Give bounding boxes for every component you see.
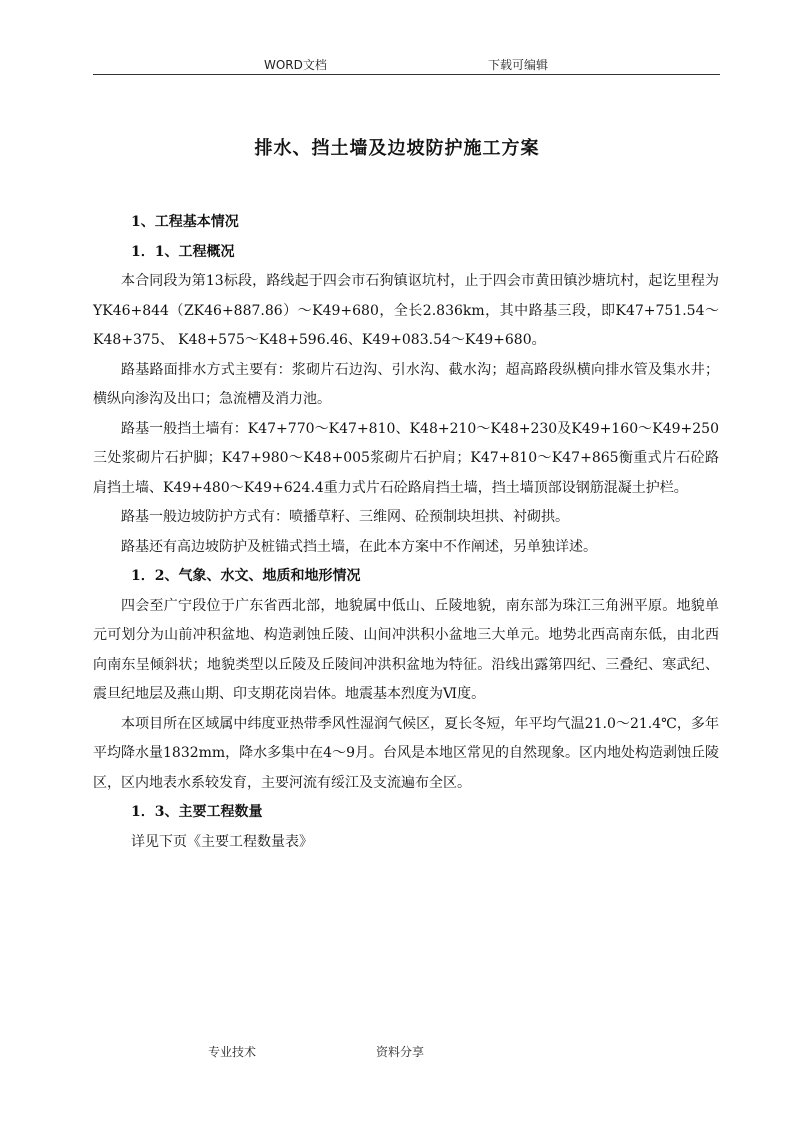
section-heading-1-2: 1．2、气象、水文、地质和地形情况 [131, 568, 361, 584]
document-body [93, 208, 719, 857]
paragraph-retaining-wall: 路基一般挡土墙有：K47+770～K47+810、K48+210～K48+230及K49+160～K49+250三处浆砌片石护脚；K47+980～K48+005浆砌片石护肩；K47+810～K47+865衡重式片石砼路肩挡土墙、K49+480～K49+624.4重力式片石砼路肩挡土墙，挡土墙顶部设钢筋混凝土护栏。 [93, 420, 719, 496]
header-divider [93, 74, 720, 75]
paragraph-overview: 本合同段为第13标段，路线起于四会市石狗镇讴坑村，止于四会市黄田镇沙塘坑村，起讫里程为YK46+844（ZK46+887.86）～K49+680，全长2.836km，其中路基三段，即K47+751.54～K48+375、 K48+575～K48+596.46、K49+083.54～K49+680。 [93, 273, 719, 348]
document-title: 排水、挡土墙及边坡防护施工方案 [254, 138, 540, 159]
paragraph-climate: 本项目所在区域属中纬度亚热带季风性湿润气候区，夏长冬短，年平均气温21.0～21.4℃，多年平均降水量1832mm，降水多集中在4～9月。台风是本地区常见的自然现象。区内地处构造剥蚀丘陵区，区内地表水系较发育，主要河流有绥江及支流遍布全区。 [93, 715, 719, 791]
section-heading-1-3: 1．3、主要工程数量 [131, 804, 263, 820]
paragraph-drainage: 路基路面排水方式主要有：浆砌片石边沟、引水沟、截水沟；超高路段纵横向排水管及集水井；横纵向渗沟及出口；急流槽及消力池。 [93, 361, 719, 407]
footer-left-text: 专业技术 [208, 1045, 257, 1059]
header-left-text: WORD文档 [264, 58, 327, 72]
paragraph-quantity-reference: 详见下页《主要工程数量表》 [131, 833, 313, 850]
section-heading-1-1: 1．1、工程概况 [131, 243, 235, 260]
header-right-text: 下载可编辑 [488, 58, 549, 72]
paragraph-geography: 四会至广宁段位于广东省西北部，地貌属中低山、丘陵地貌，南东部为珠江三角洲平原。地貌单元可划分为山前冲积盆地、构造剥蚀丘陵、山间冲洪积小盆地三大单元。地势北西高南东低，由北西向南东呈倾斜状；地貌类型以丘陵及丘陵间冲洪积盆地为特征。沿线出露第四纪、三叠纪、寒武纪、震旦纪地层及燕山期、印支期花岗岩体。地震基本烈度为Ⅵ度。 [93, 597, 719, 702]
footer-right-text: 资料分享 [376, 1045, 425, 1059]
section-heading-1: 1、工程基本情况 [131, 214, 239, 230]
paragraph-slope-protection: 路基一般边坡防护方式有：喷播草籽、三维网、砼预制块坦拱、衬砌拱。 [121, 509, 569, 525]
paragraph-high-slope: 路基还有高边坡防护及桩锚式挡土墙，在此本方案中不作阐述，另单独详述。 [121, 538, 597, 555]
